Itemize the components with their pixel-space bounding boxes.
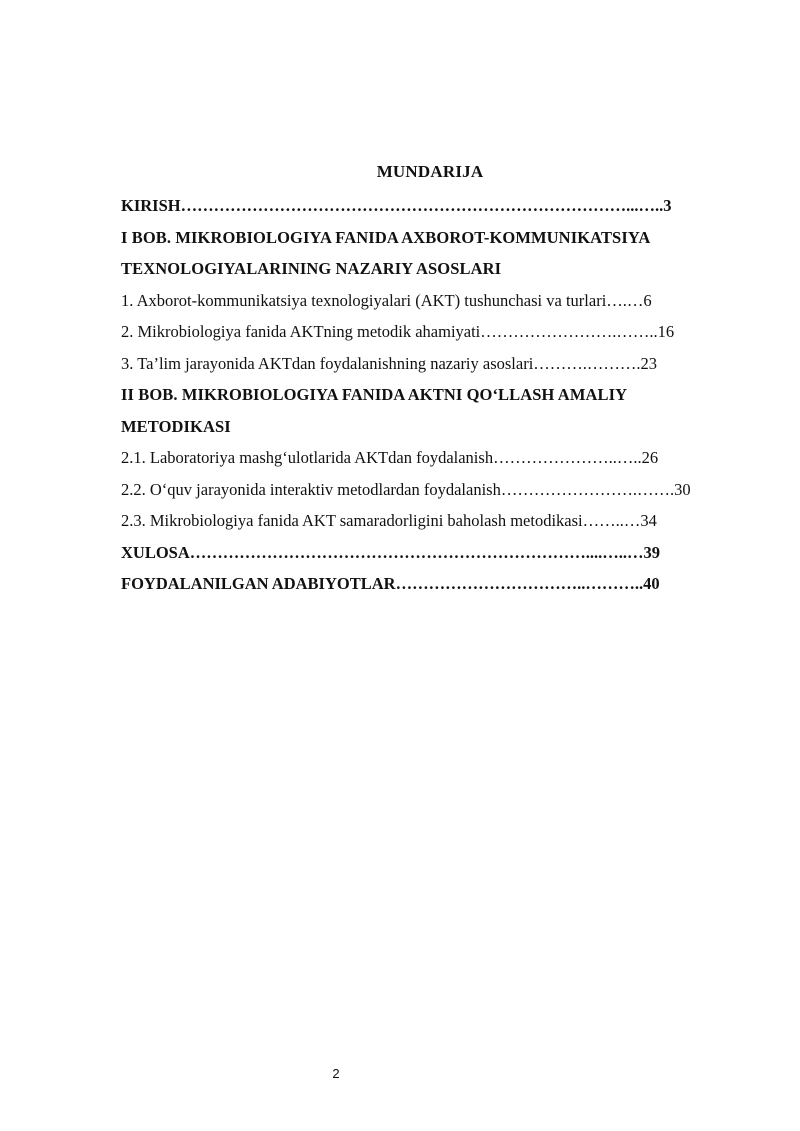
page-number: 2 — [332, 1066, 340, 1081]
toc-entry: 1. Axborot-kommunikatsiya texnologiyalari (AKT) tushunchasi va turlari….…6 — [121, 290, 652, 310]
page-title: MUNDARIJA — [376, 162, 484, 181]
toc-entry: 2.1. Laboratoriya mashg‘ulotlarida AKTdan foydalanish…………………..…..26 — [121, 448, 659, 467]
toc-entry: 3. Ta’lim jarayonida AKTdan foydalanishning nazariy asoslari……….……….23 — [121, 353, 658, 373]
toc-entry: 2. Mikrobiologiya fanida AKTning metodik ahamiyati…………………….……..16 — [121, 322, 675, 341]
toc-entry: 2.2. O‘quv jarayonida interaktiv metodlardan foydalanish…………………….…….30 — [121, 479, 691, 499]
toc-heading: II BOB. MIKROBIOLOGIYA FANIDA AKTNI QO‘LLASH AMALIY — [121, 385, 628, 404]
table-of-contents — [121, 190, 737, 600]
toc-heading: TEXNOLOGIYALARINING NAZARIY ASOSLARI — [121, 259, 502, 278]
toc-heading: XULOSA………………………………………………………………....…..…39 — [121, 542, 661, 562]
toc-heading: I BOB. MIKROBIOLOGIYA FANIDA AXBOROT-KOMMUNIKATSIYA — [121, 227, 651, 247]
toc-heading: METODIKASI — [121, 416, 231, 436]
toc-heading: KIRISH………………………………………………………………………...…..3 — [121, 196, 672, 215]
toc-entry: 2.3. Mikrobiologiya fanida AKT samaradorligini baholash metodikasi……..…34 — [121, 511, 657, 530]
toc-heading: FOYDALANILGAN ADABIYOTLAR……………………………..………..40 — [121, 574, 660, 593]
